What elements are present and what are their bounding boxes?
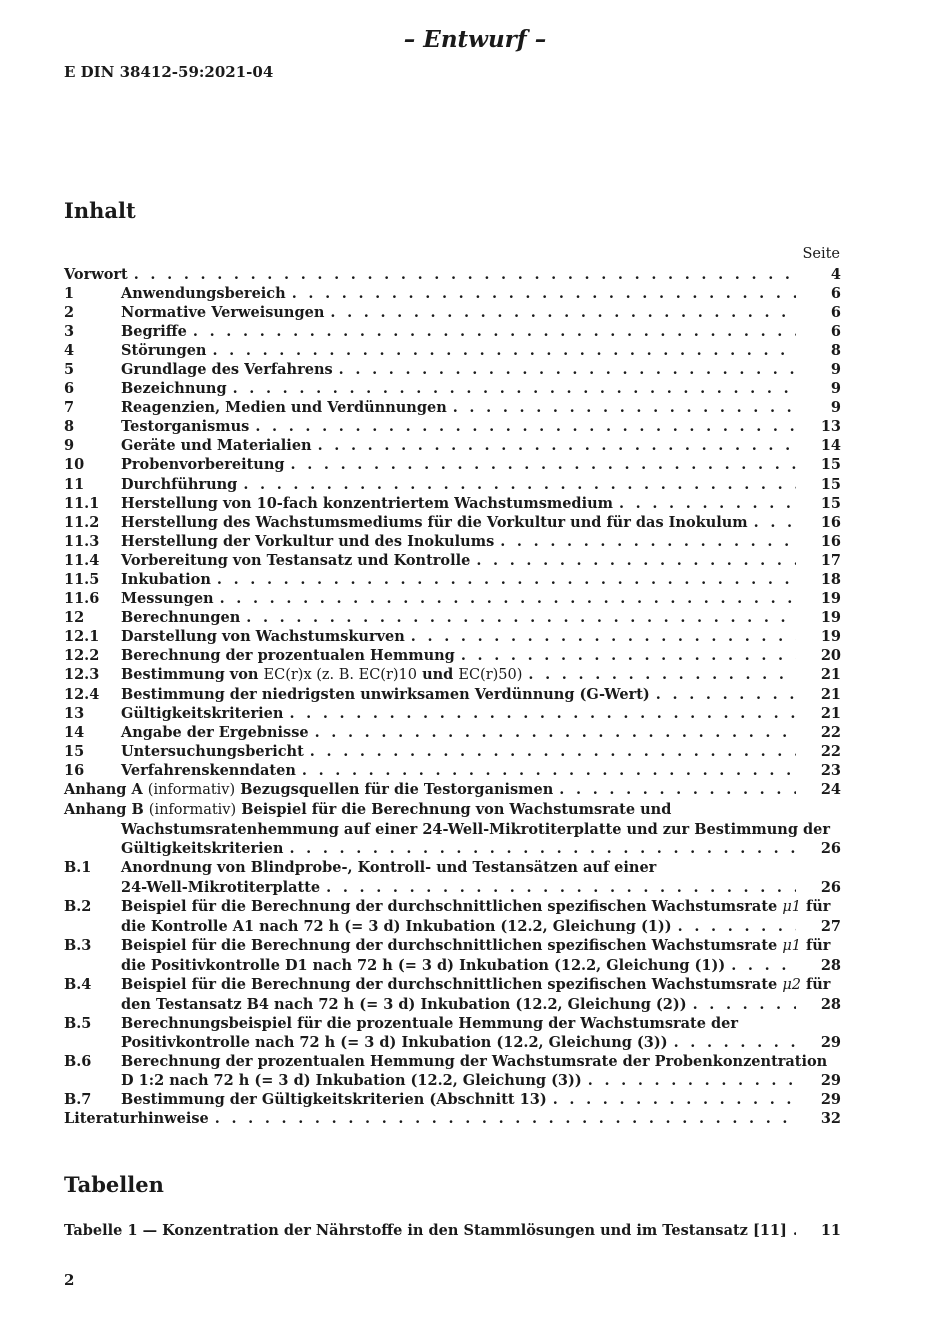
toc-entry-page: 26 — [820, 878, 841, 896]
toc-entry-page: 21 — [820, 705, 841, 723]
toc-entry-number: 12.4 — [64, 686, 100, 704]
toc-entry[interactable] — [64, 1090, 841, 1109]
toc-entry[interactable] — [64, 341, 841, 360]
toc-entry[interactable] — [64, 627, 841, 646]
toc-entry-page: 18 — [820, 570, 841, 588]
toc-entry-page: 17 — [820, 551, 841, 569]
toc-entry-title: Bestimmung der niedrigsten unwirksamen Verdünnung (G-Wert) — [121, 686, 650, 704]
toc-entry[interactable]: B.6 Berechnung der prozentualen Hemmung der Wachstumsrate der Probenkonzentration D 1:2 nach 72 h (= 3 d) Inkubation (12.2, Gleichung (3)) . . . 29 — [64, 1052, 841, 1090]
toc-entry-page: 13 — [820, 418, 841, 436]
toc-entry-page: 16 — [820, 532, 841, 550]
toc-entry-title: Berechnungen — [121, 608, 241, 626]
draft-label: – Entwurf – — [403, 26, 547, 53]
table-of-contents — [64, 265, 841, 1128]
toc-entry-title: Inkubation — [121, 570, 211, 588]
toc-entry-number: 12.3 — [64, 665, 100, 683]
toc-entry-title: Berechnung der prozentualen Hemmung — [121, 646, 455, 664]
toc-entry-page: 21 — [820, 665, 841, 683]
toc-entry-number: 1 — [64, 285, 75, 303]
toc-entry[interactable]: B.2 Beispiel für die Berechnung der durchschnittlichen spezifischen Wachstumsrate μ1 für die Kontrolle A1 nach 72 h (= 3 d) Inkubation (12.2, Gleichung (1)) . . . 27 — [64, 897, 841, 936]
toc-entry-page: 9 — [830, 380, 841, 398]
toc-entry-number: 10 — [64, 456, 85, 474]
table-entry-title: Tabelle 1 — Konzentration der Nährstoffe in den Stammlösungen und im Testansatz [11] — [64, 1222, 787, 1239]
toc-entry-page: 28 — [820, 995, 841, 1013]
toc-entry[interactable] — [64, 303, 841, 322]
toc-entry-number: 2 — [64, 304, 75, 322]
toc-entry[interactable] — [64, 513, 841, 532]
toc-entry-title: Anhang A (informativ) Bezugsquellen für die Testorganismen — [64, 781, 554, 799]
toc-entry-number: 12 — [64, 608, 85, 626]
toc-entry-title: Darstellung von Wachstumskurven — [121, 627, 405, 645]
toc-entry-title: Herstellung der Vorkultur und des Inokulums — [121, 532, 495, 550]
toc-entry-page: 15 — [820, 475, 841, 493]
toc-entry[interactable]: B.3 Beispiel für die Berechnung der durchschnittlichen spezifischen Wachstumsrate μ1 für die Positivkontrolle D1 nach 72 h (= 3 d) Inkubation (12.2, Gleichung (1)) . . . 28 — [64, 936, 841, 975]
toc-entry[interactable] — [64, 704, 841, 723]
toc-entry-number: B.6 — [64, 1052, 92, 1070]
toc-entry-title: Vorwort — [64, 266, 128, 283]
toc-entry-number: 3 — [64, 323, 75, 341]
toc-entry-page: 9 — [830, 361, 841, 379]
toc-entry-page: 29 — [820, 1033, 841, 1051]
toc-entry-number: 11.2 — [64, 513, 100, 531]
toc-entry-page: 23 — [820, 762, 841, 780]
table-entry[interactable] — [64, 1221, 841, 1240]
toc-entry-title: Störungen — [121, 342, 207, 360]
toc-entry[interactable]: B.1 Anordnung von Blindprobe-, Kontroll- und Testansätzen auf einer 24-Well-Mikrotiterplatte . . . 26 — [64, 858, 841, 896]
toc-entry-number: B.3 — [64, 936, 92, 954]
toc-entry-page: 4 — [830, 266, 841, 283]
toc-entry-number: B.7 — [64, 1091, 92, 1109]
toc-entry-page: 14 — [820, 437, 841, 455]
toc-entry[interactable] — [64, 455, 841, 474]
toc-entry-page: 32 — [820, 1110, 841, 1128]
toc-entry-page: 24 — [820, 781, 841, 799]
toc-entry-title: Anordnung von Blindprobe-, Kontroll- und Testansätzen auf einer — [121, 859, 657, 877]
toc-entry[interactable] — [64, 608, 841, 627]
toc-entry-page: 21 — [820, 686, 841, 704]
toc-entry[interactable] — [64, 761, 841, 780]
toc-entry-number: 8 — [64, 418, 75, 436]
toc-entry-number: 11.6 — [64, 589, 100, 607]
toc-entry-number: 7 — [64, 399, 75, 417]
toc-entry-bibliography[interactable] — [64, 1109, 841, 1128]
toc-entry-title: Probenvorbereitung — [121, 456, 285, 474]
toc-entry-title: Berechnung der prozentualen Hemmung der Wachstumsrate der Probenkonzentration — [121, 1052, 828, 1070]
toc-entry-number: 13 — [64, 705, 85, 723]
toc-entry-title: Beispiel für die Berechnung der durchschnittlichen spezifischen Wachstumsrate μ1 für — [121, 936, 831, 954]
toc-entry-title: Literaturhinweise — [64, 1110, 209, 1128]
toc-entry[interactable] — [64, 570, 841, 589]
toc-entry-page: 26 — [820, 840, 841, 858]
toc-entry-page: 19 — [820, 589, 841, 607]
contents-heading: Inhalt — [64, 198, 136, 223]
toc-entry-title: Grundlage des Verfahrens — [121, 361, 333, 379]
toc-entry-page: 27 — [820, 917, 841, 935]
toc-entry-number: B.4 — [64, 975, 92, 993]
toc-entry-page: 6 — [830, 304, 841, 322]
toc-entry[interactable] — [64, 494, 841, 513]
toc-entry[interactable] — [64, 532, 841, 551]
toc-entry-title: Geräte und Materialien — [121, 437, 312, 455]
toc-entry-title: Bestimmung von EC(r)x (z. B. EC(r)10 und EC(r)50) — [121, 665, 523, 683]
toc-entry-page: 20 — [820, 646, 841, 664]
toc-entry-number: 4 — [64, 342, 75, 360]
toc-entry-title: Reagenzien, Medien und Verdünnungen — [121, 399, 447, 417]
toc-entry-title: Berechnungsbeispiel für die prozentuale Hemmung der Wachstumsrate der — [121, 1014, 739, 1032]
page-number: 2 — [64, 1271, 75, 1289]
toc-entry-title: Begriffe — [121, 323, 187, 341]
toc-entry-number: 11 — [64, 475, 85, 493]
document-number: E DIN 38412-59:2021-04 — [64, 63, 274, 81]
toc-entry-number: 11.3 — [64, 532, 100, 550]
toc-entry-page: 22 — [820, 724, 841, 742]
toc-entry[interactable] — [64, 360, 841, 379]
toc-entry-page: 6 — [830, 285, 841, 303]
toc-entry-page: 15 — [820, 456, 841, 474]
toc-entry-page: 29 — [820, 1091, 841, 1109]
toc-entry[interactable] — [64, 646, 841, 665]
toc-entry-title: Angabe der Ergebnisse — [121, 724, 309, 742]
toc-entry-page: 8 — [830, 342, 841, 360]
toc-entry-annex-b[interactable]: Anhang B (informativ) Beispiel für die Berechnung von Wachstumsrate und Wachstumsratenhemmung auf einer 24-Well-Mikrotiterplatte und zur Bestimmung der Gültigkeitskriterien . . . 26 — [64, 800, 841, 858]
list-of-tables — [64, 1221, 841, 1240]
toc-entry-number: 9 — [64, 437, 75, 455]
toc-entry-number: 14 — [64, 724, 85, 742]
toc-entry-page: 19 — [820, 608, 841, 626]
toc-entry-number: B.1 — [64, 859, 92, 877]
toc-entry[interactable] — [64, 379, 841, 398]
toc-entry[interactable] — [64, 685, 841, 704]
toc-entry[interactable]: B.5 Berechnungsbeispiel für die prozentuale Hemmung der Wachstumsrate der Positivkontrolle nach 72 h (= 3 d) Inkubation (12.2, Gleichung (3)) . . . 29 — [64, 1014, 841, 1052]
toc-entry-title: Herstellung des Wachstumsmediums für die Vorkultur und für das Inokulum — [121, 513, 748, 531]
toc-entry[interactable] — [64, 723, 841, 742]
toc-entry-title: Anwendungsbereich — [121, 285, 286, 303]
toc-entry-number: 11.4 — [64, 551, 100, 569]
toc-entry-title: Beispiel für die Berechnung der durchschnittlichen spezifischen Wachstumsrate μ1 für — [121, 897, 831, 915]
toc-entry-number: 5 — [64, 361, 75, 379]
toc-entry-title: Vorbereitung von Testansatz und Kontrolle — [121, 551, 471, 569]
toc-entry-title: Herstellung von 10-fach konzentriertem Wachstumsmedium — [121, 494, 613, 512]
toc-entry[interactable]: B.4 Beispiel für die Berechnung der durchschnittlichen spezifischen Wachstumsrate μ2 für den Testansatz B4 nach 72 h (= 3 d) Inkubation (12.2, Gleichung (2)) . . . 28 — [64, 975, 841, 1014]
toc-entry[interactable] — [64, 742, 841, 761]
toc-entry-page: 28 — [820, 956, 841, 974]
table-entry-page: 11 — [820, 1222, 841, 1239]
toc-entry-number: 15 — [64, 743, 85, 761]
toc-entry[interactable] — [64, 665, 841, 685]
toc-entry-title: Beispiel für die Berechnung der durchschnittlichen spezifischen Wachstumsrate μ2 für — [121, 975, 831, 993]
toc-entry[interactable] — [64, 436, 841, 455]
toc-entry-page: 15 — [820, 494, 841, 512]
toc-entry-title: Messungen — [121, 589, 214, 607]
toc-entry-number: 11.1 — [64, 494, 100, 512]
toc-entry[interactable] — [64, 398, 841, 417]
toc-entry-title: Durchführung — [121, 475, 238, 493]
toc-entry-title: Untersuchungsbericht — [121, 743, 304, 761]
toc-entry[interactable] — [64, 284, 841, 303]
toc-entry-title: Verfahrenskenndaten — [121, 762, 296, 780]
toc-entry-number: 11.5 — [64, 570, 100, 588]
toc-entry-page: 9 — [830, 399, 841, 417]
toc-entry-number: 12.1 — [64, 627, 100, 645]
toc-entry-annex-a[interactable] — [64, 780, 841, 800]
toc-entry-number: 6 — [64, 380, 75, 398]
toc-entry-page: 22 — [820, 743, 841, 761]
toc-entry-vorwort[interactable] — [64, 265, 841, 284]
toc-entry[interactable] — [64, 551, 841, 570]
toc-entry-title: Gültigkeitskriterien — [121, 705, 284, 723]
toc-entry-page: 19 — [820, 627, 841, 645]
toc-entry-title: Normative Verweisungen — [121, 304, 325, 322]
toc-entry-number: 16 — [64, 762, 85, 780]
toc-entry-title: Testorganismus — [121, 418, 250, 436]
toc-entry[interactable] — [64, 322, 841, 341]
toc-entry-page: 6 — [830, 323, 841, 341]
toc-entry[interactable] — [64, 475, 841, 494]
toc-entry-title: Anhang B (informativ) Beispiel für die Berechnung von Wachstumsrate und — [64, 801, 672, 819]
toc-entry-number: B.5 — [64, 1014, 92, 1032]
toc-entry[interactable] — [64, 589, 841, 608]
toc-entry-title: Bezeichnung — [121, 380, 227, 398]
toc-entry[interactable] — [64, 417, 841, 436]
toc-entry-number: 12.2 — [64, 646, 100, 664]
page-column-label: Seite — [802, 246, 840, 262]
toc-entry-page: 16 — [820, 513, 841, 531]
toc-entry-number: B.2 — [64, 897, 92, 915]
toc-entry-page: 29 — [820, 1071, 841, 1089]
toc-entry-title: Bestimmung der Gültigkeitskriterien (Abschnitt 13) — [121, 1091, 547, 1109]
tables-heading: Tabellen — [64, 1172, 164, 1197]
